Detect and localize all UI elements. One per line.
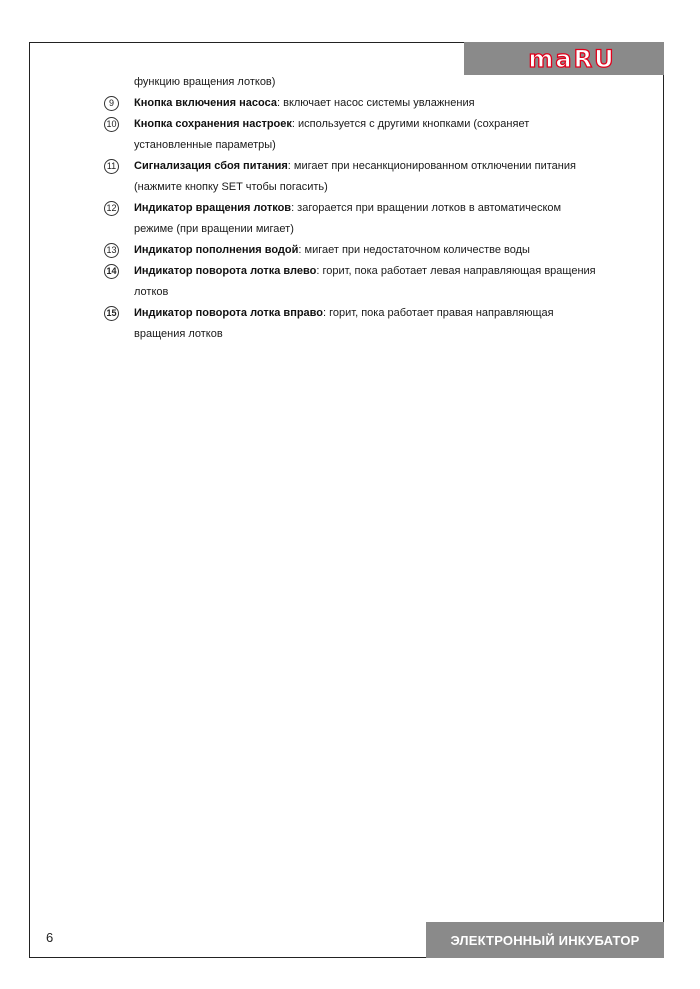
item-text: : используется с другими кнопками (сохраняет: [291, 118, 530, 130]
item-title: Индикатор поворота лотка влево: [134, 265, 317, 277]
item-text-continued: (нажмите кнопку SET чтобы погасить): [134, 181, 328, 193]
circled-number-14: 14: [104, 264, 119, 279]
item-title: Индикатор пополнения водой: [134, 244, 299, 256]
circled-number-9: 9: [104, 96, 119, 111]
item-title: Индикатор вращения лотков: [134, 202, 292, 214]
item-text: : мигает при несанкционированном отключении питания: [287, 160, 576, 172]
item-title: Кнопка сохранения настроек: [134, 118, 292, 130]
page-content: [100, 72, 640, 345]
circled-number-10: 10: [104, 117, 119, 132]
circled-number-15: 15: [104, 306, 119, 321]
item-title: Сигнализация сбоя питания: [134, 160, 288, 172]
circled-number-12: 12: [104, 201, 119, 216]
circled-number-11: 11: [104, 159, 119, 174]
list-item-14: [100, 261, 640, 303]
item-text-continued: лотков: [134, 286, 169, 298]
list-item-9: [100, 93, 640, 114]
item-text-continued: установленные параметры): [134, 139, 276, 151]
item-text: : включает насос системы увлажнения: [276, 97, 475, 109]
item-text: : загорается при вращении лотков в автоматическом: [291, 202, 562, 214]
item-text: : горит, пока работает правая направляющая: [323, 307, 554, 319]
list-item-12: [100, 198, 640, 240]
list-item-10: [100, 114, 640, 156]
item-text: : горит, пока работает левая направляющая вращения: [316, 265, 596, 277]
list-item-11: [100, 156, 640, 198]
maru-logo: maRU: [528, 44, 616, 73]
continuation-line: функцию вращения лотков): [134, 76, 276, 88]
page-number: 6: [46, 930, 54, 945]
circled-number-13: 13: [104, 243, 119, 258]
list-item-15: [100, 303, 640, 345]
item-title: Кнопка включения насоса: [134, 97, 277, 109]
item-text: : мигает при недостаточном количестве воды: [298, 244, 530, 256]
item-text-continued: режиме (при вращении мигает): [134, 223, 294, 235]
item-title: Индикатор поворота лотка вправо: [134, 307, 324, 319]
footer-title: ЭЛЕКТРОННЫЙ ИНКУБАТОР: [450, 932, 640, 948]
footer-title-box: [426, 922, 664, 958]
header-brand-box: [464, 42, 664, 75]
item-text-continued: вращения лотков: [134, 328, 223, 340]
list-item-13: [100, 240, 640, 261]
